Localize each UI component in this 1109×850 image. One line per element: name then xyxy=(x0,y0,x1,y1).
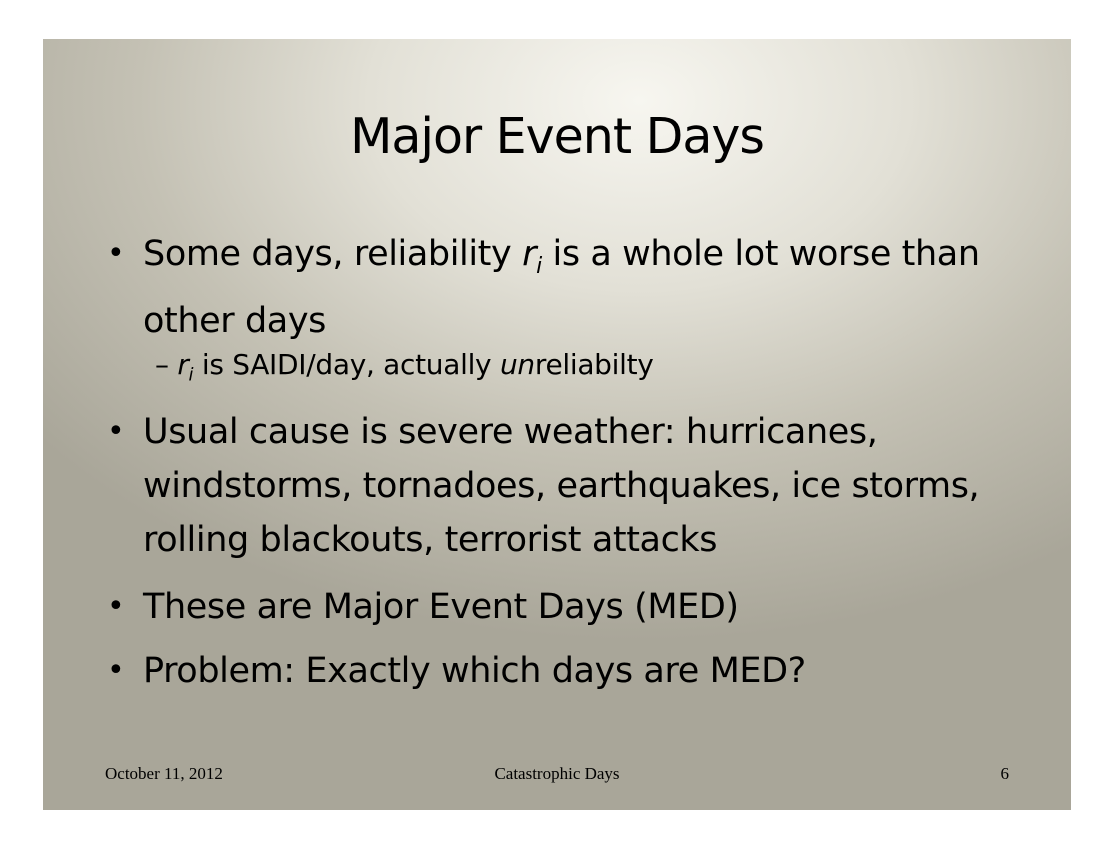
sub-bullet-emphasis: un xyxy=(499,348,535,381)
bullet-text: Problem: Exactly which days are MED? xyxy=(143,651,806,691)
sub-bullet-dash: – xyxy=(155,348,169,381)
sub-bullet-text: is SAIDI/day, actually xyxy=(193,348,500,381)
bullet-dot: • xyxy=(107,653,125,688)
sub-variable-r: r xyxy=(177,348,189,381)
slide xyxy=(43,39,1071,810)
footer-date: October 11, 2012 xyxy=(105,764,223,783)
bullet-item xyxy=(107,405,1003,567)
bullet-item xyxy=(107,644,1003,698)
bullet-dot: • xyxy=(107,236,125,271)
bullet-dot: • xyxy=(107,589,125,624)
bullet-dot: • xyxy=(107,414,125,449)
sub-bullet-rest: reliabilty xyxy=(534,348,654,381)
bullet-text-prefix: Some days, reliability xyxy=(143,234,523,274)
bullet-text: Usual cause is severe weather: hurricanes, windstorms, tornadoes, earthquakes, ice storms, rolling blackouts, terrorist attacks xyxy=(143,412,980,560)
slide-title: Major Event Days xyxy=(350,108,764,165)
sub-bullet-item xyxy=(155,345,654,396)
bullet-item xyxy=(107,227,1003,348)
variable-r: r xyxy=(522,234,537,274)
footer-title: Catastrophic Days xyxy=(494,764,620,783)
bullet-item xyxy=(107,580,1003,634)
bullet-text-suffix: is a whole lot worse than other days xyxy=(143,234,980,341)
sub-variable-subscript: i xyxy=(188,364,194,386)
variable-subscript: i xyxy=(536,254,542,279)
bullet-text: These are Major Event Days (MED) xyxy=(143,587,739,627)
bullet-list xyxy=(43,39,1071,810)
footer-page-number: 6 xyxy=(1000,764,1009,783)
